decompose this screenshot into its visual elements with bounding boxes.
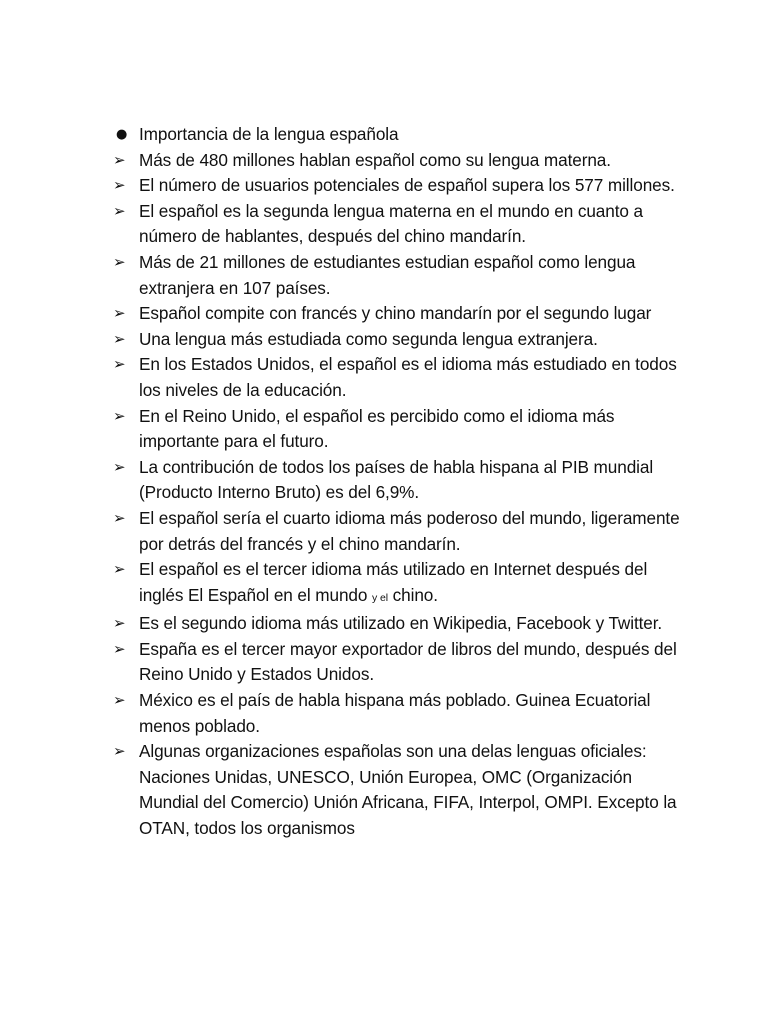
list-item: [113, 557, 683, 611]
arrow-bullet-icon: ➢: [113, 742, 126, 761]
list-item-text-main: El español es el tercer idioma más utilizado en Internet después del inglés El Español en el mundo: [139, 559, 648, 605]
list-item-text: En el Reino Unido, el español es percibido como el idioma más importante para el futuro.: [139, 405, 615, 452]
list-item-text-end: chino.: [387, 584, 438, 605]
list-item: [113, 404, 683, 455]
arrow-bullet-icon: ➢: [113, 508, 126, 527]
arrow-bullet-icon: ➢: [113, 457, 126, 476]
list-item-text: El español sería el cuarto idioma más poderoso del mundo, ligeramente por detrás del francés y el chino mandarín.: [139, 507, 680, 554]
arrow-bullet-icon: ➢: [113, 614, 126, 633]
list-item-text: Más de 21 millones de estudiantes estudian español como lengua extranjera en 107 países.: [139, 251, 636, 298]
list-item-text: Español compite con francés y chino mandarín por el segundo lugar: [139, 303, 652, 324]
list-item: [113, 148, 683, 174]
arrow-bullet-icon: ➢: [113, 201, 126, 220]
arrow-bullet-icon: ➢: [113, 176, 126, 195]
list-item: [113, 506, 683, 557]
list-item: [113, 352, 683, 403]
list-item-text: El español es la segunda lengua materna en el mundo en cuanto a número de hablantes, después del chino mandarín.: [139, 200, 643, 247]
list-item-text: La contribución de todos los países de habla hispana al PIB mundial (Producto Interno Bruto) es del 6,9%.: [139, 456, 654, 503]
arrow-bullet-icon: ➢: [113, 252, 126, 271]
list-item: [113, 688, 683, 739]
list-item-text-small: y el: [372, 591, 388, 604]
list-item-text: Importancia de la lengua española: [139, 124, 399, 144]
arrow-bullet-icon: ➢: [113, 560, 126, 579]
list-item-text: Una lengua más estudiada como segunda lengua extranjera.: [139, 328, 598, 349]
list-item: [113, 250, 683, 301]
arrow-bullet-icon: ➢: [113, 329, 126, 348]
list-item-text: El número de usuarios potenciales de español supera los 577 millones.: [139, 175, 675, 196]
list-item: [113, 122, 683, 148]
list-item-text: En los Estados Unidos, el español es el idioma más estudiado en todos los niveles de la educación.: [139, 354, 677, 400]
list-item-text: Es el segundo idioma más utilizado en Wikipedia, Facebook y Twitter.: [139, 613, 663, 634]
list-item: [113, 173, 683, 199]
list-item: [113, 327, 683, 353]
list-item: [113, 637, 683, 688]
arrow-bullet-icon: ➢: [113, 355, 126, 374]
arrow-bullet-icon: ➢: [113, 639, 126, 658]
list-item: [113, 739, 683, 841]
bullet-icon: ●: [116, 127, 128, 142]
bullet-list: [113, 122, 683, 842]
list-item: [113, 301, 683, 327]
arrow-bullet-icon: ➢: [113, 150, 126, 169]
list-item: [113, 611, 683, 637]
list-item-text: Algunas organizaciones españolas son una delas lenguas oficiales: Naciones Unidas, UNESCO, Unión Europea, OMC (Organización Mundial del Comercio) Unión Africana, FIFA, Interpol, OMPI. Excepto la OTAN, todos los organismos: [139, 741, 677, 839]
list-item-text: España es el tercer mayor exportador de libros del mundo, después del Reino Unido y Estados Unidos.: [139, 638, 677, 685]
arrow-bullet-icon: ➢: [113, 691, 126, 710]
list-item: [113, 199, 683, 250]
list-item-text: [139, 557, 683, 611]
list-item: [113, 455, 683, 506]
list-item-text: Más de 480 millones hablan español como su lengua materna.: [139, 149, 611, 170]
arrow-bullet-icon: ➢: [113, 304, 126, 323]
list-item-text: México es el país de habla hispana más poblado. Guinea Ecuatorial menos poblado.: [139, 690, 651, 736]
arrow-bullet-icon: ➢: [113, 406, 126, 425]
